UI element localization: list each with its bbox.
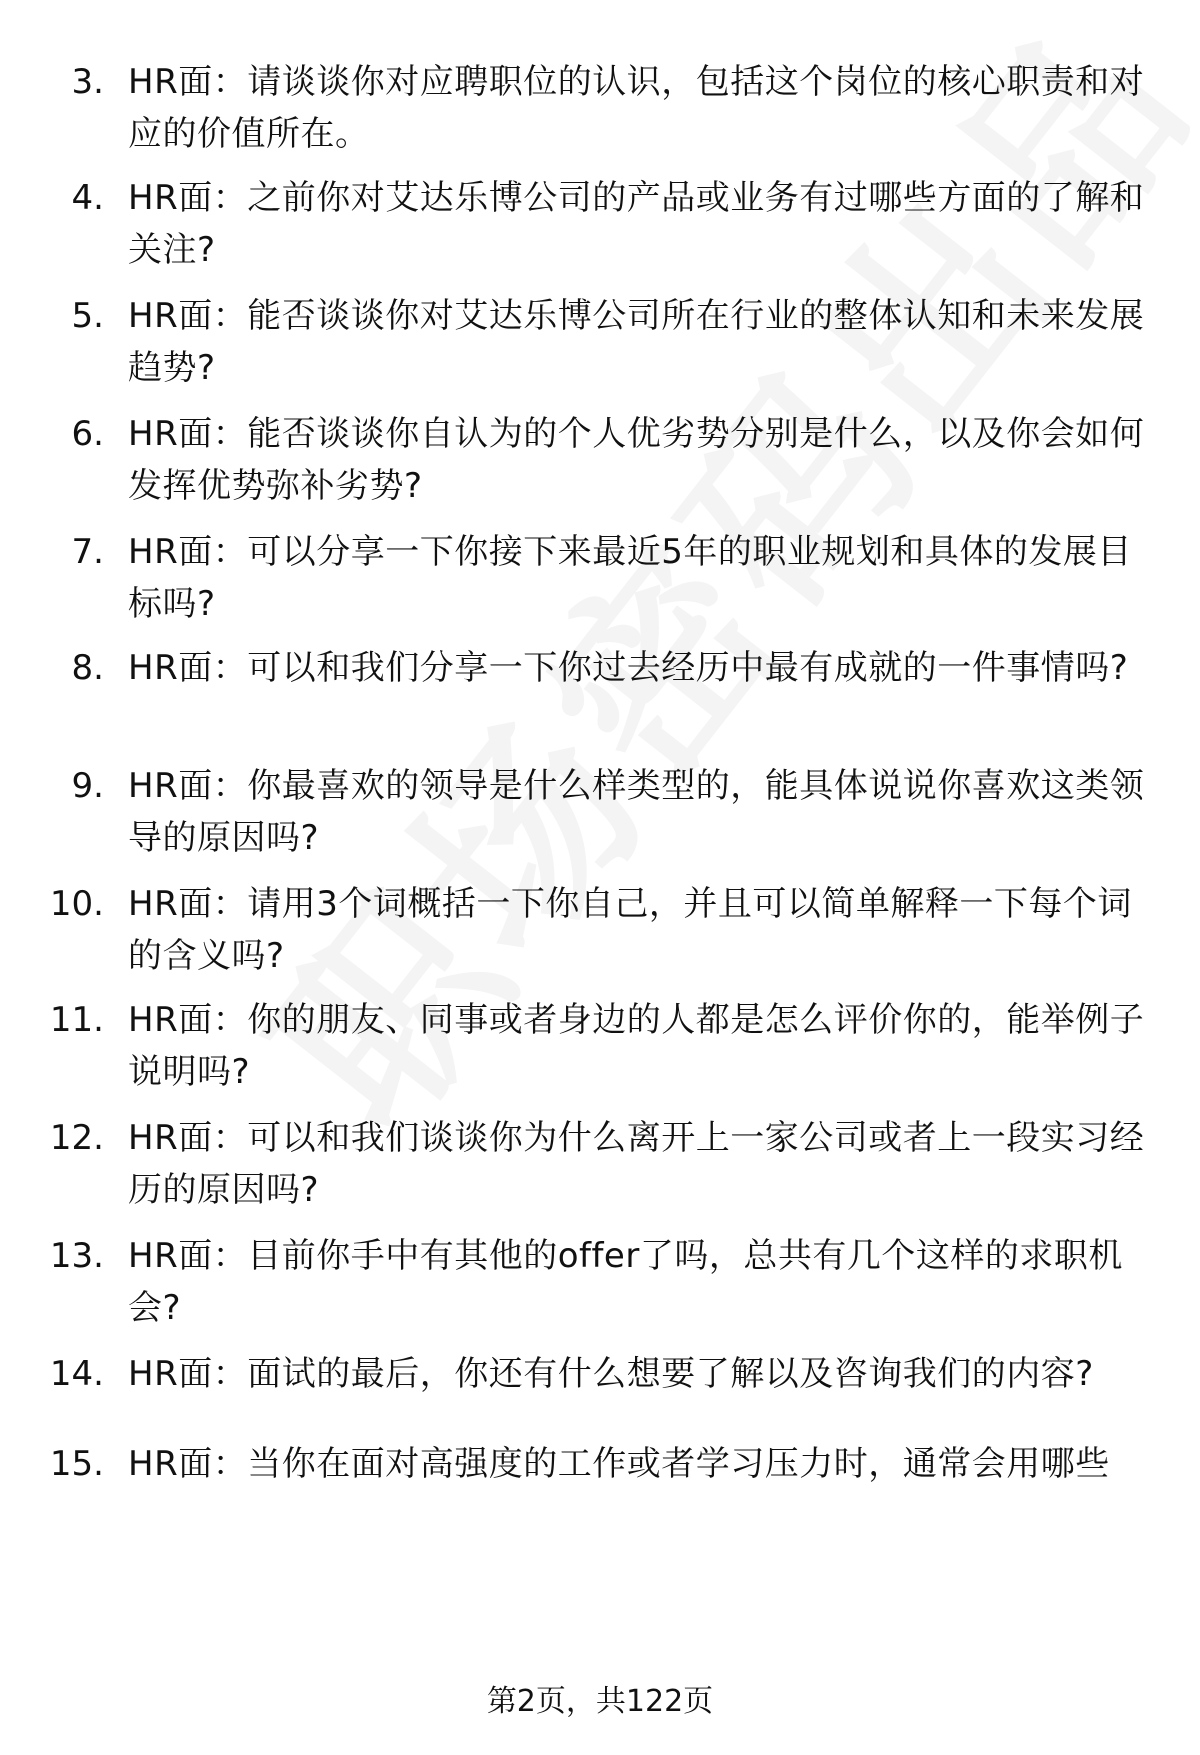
- item-text: HR面：能否谈谈你自认为的个人优劣势分别是什么，以及你会如何发挥优势弥补劣势?: [128, 414, 1145, 506]
- item-text: HR面：面试的最后，你还有什么想要了解以及咨询我们的内容?: [128, 1354, 1094, 1394]
- item-text: HR面：你最喜欢的领导是什么样类型的，能具体说说你喜欢这类领导的原因吗?: [128, 766, 1145, 858]
- item-text: HR面：目前你手中有其他的offer了吗，总共有几个这样的求职机会?: [128, 1236, 1123, 1328]
- item-number: 5.: [71, 296, 104, 336]
- item-number: 13.: [49, 1236, 104, 1276]
- item-text: HR面：能否谈谈你对艾达乐博公司所在行业的整体认知和未来发展趋势?: [128, 296, 1145, 388]
- item-number: 3.: [71, 62, 104, 102]
- item-text: HR面：可以和我们谈谈你为什么离开上一家公司或者上一段实习经历的原因吗?: [128, 1118, 1145, 1210]
- item-number: 10.: [49, 884, 104, 924]
- item-number: 6.: [71, 414, 104, 454]
- item-text: HR面：当你在面对高强度的工作或者学习压力时，通常会用哪些: [128, 1444, 1110, 1484]
- item-number: 15.: [49, 1444, 104, 1484]
- item-number: 4.: [71, 178, 104, 218]
- item-text: HR面：之前你对艾达乐博公司的产品或业务有过哪些方面的了解和关注?: [128, 178, 1145, 270]
- item-text: HR面：你的朋友、同事或者身边的人都是怎么评价你的，能举例子说明吗?: [128, 1000, 1145, 1092]
- item-text: HR面：请谈谈你对应聘职位的认识，包括这个岗位的核心职责和对应的价值所在。: [128, 62, 1145, 154]
- item-number: 12.: [49, 1118, 104, 1158]
- item-text: HR面：可以和我们分享一下你过去经历中最有成就的一件事情吗?: [128, 648, 1129, 688]
- item-number: 14.: [49, 1354, 104, 1394]
- page-footer: 第2页，共122页: [486, 1684, 714, 1719]
- item-text: HR面：请用3个词概括一下你自己，并且可以简单解释一下每个词的含义吗?: [128, 884, 1132, 976]
- item-number: 8.: [71, 648, 104, 688]
- item-number: 7.: [71, 532, 104, 572]
- item-number: 9.: [71, 766, 104, 806]
- item-number: 11.: [49, 1000, 104, 1040]
- item-text: HR面：可以分享一下你接下来最近5年的职业规划和具体的发展目标吗?: [128, 532, 1132, 624]
